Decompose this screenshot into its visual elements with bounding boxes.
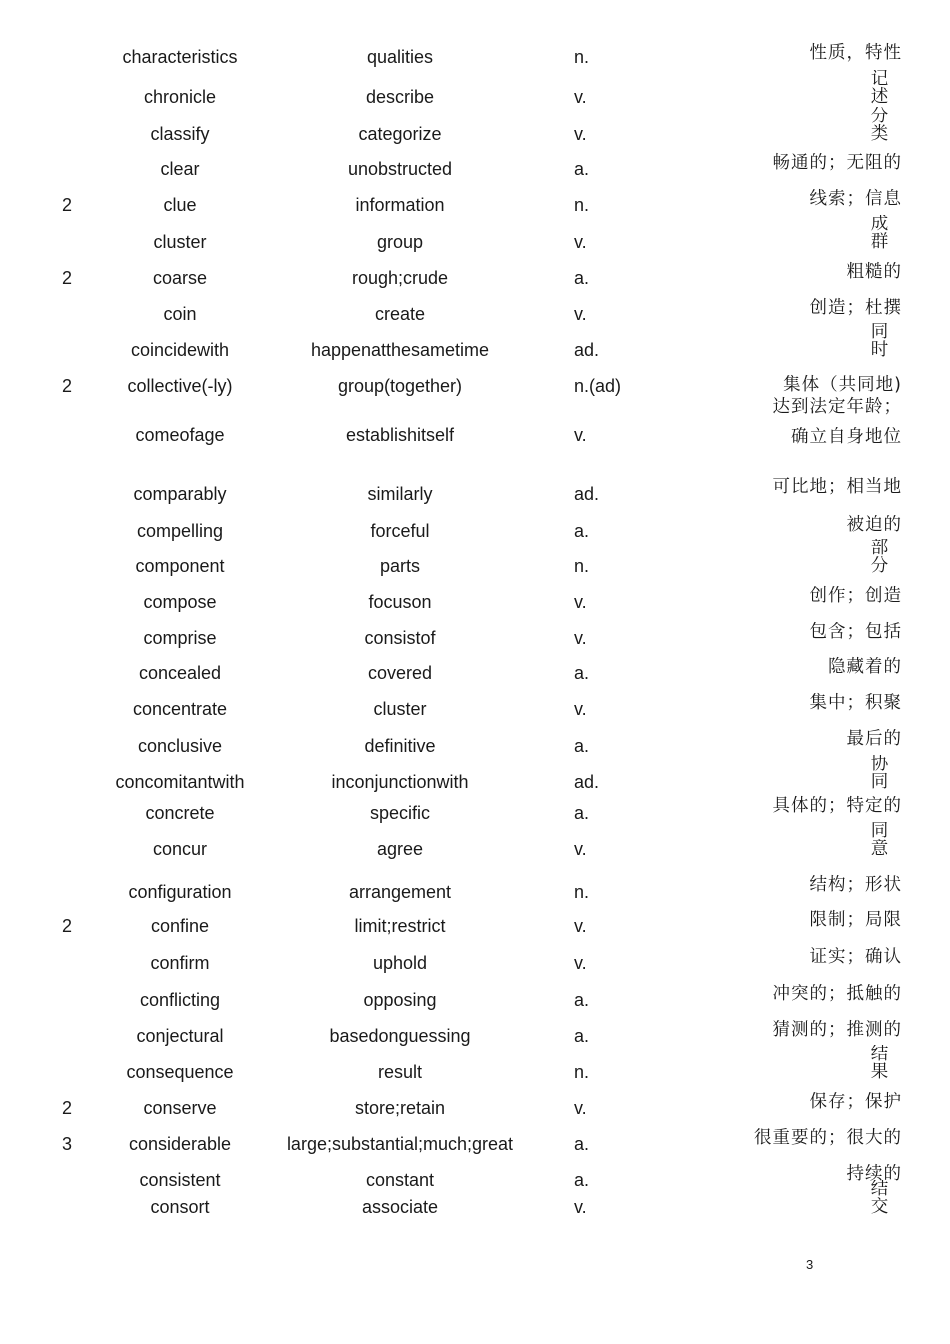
headword: configuration xyxy=(128,882,232,902)
part-of-speech: a. xyxy=(574,663,590,683)
headword: concomitantwith xyxy=(115,772,245,792)
part-of-speech: n. xyxy=(574,47,590,67)
chinese-definition: 保存；保护 xyxy=(809,1092,902,1112)
frequency-mark: 2 xyxy=(62,916,73,936)
chinese-definition: 同意 xyxy=(870,822,890,858)
headword: conclusive xyxy=(137,736,223,756)
headword: conflicting xyxy=(139,990,221,1010)
chinese-definition: 结交 xyxy=(870,1180,890,1216)
headword: considerable xyxy=(128,1134,232,1154)
headword: collective(-ly) xyxy=(127,376,233,396)
part-of-speech: ad. xyxy=(574,484,600,504)
chinese-definition: 成群 xyxy=(870,215,890,251)
synonym: large;substantial;much;great xyxy=(286,1134,514,1154)
part-of-speech: v. xyxy=(574,232,587,252)
headword: clue xyxy=(163,195,197,215)
synonym: basedonguessing xyxy=(329,1026,471,1046)
synonym: forceful xyxy=(370,521,430,541)
synonym: establishitself xyxy=(345,425,455,445)
headword: cluster xyxy=(153,232,207,252)
headword: chronicle xyxy=(143,87,217,107)
part-of-speech: n. xyxy=(574,882,590,902)
part-of-speech: v. xyxy=(574,916,587,936)
synonym: constant xyxy=(365,1170,435,1190)
part-of-speech: a. xyxy=(574,990,590,1010)
headword: classify xyxy=(150,124,210,144)
part-of-speech: v. xyxy=(574,1098,587,1118)
frequency-mark: 2 xyxy=(62,195,73,215)
part-of-speech: v. xyxy=(574,425,587,445)
synonym: information xyxy=(355,195,445,215)
page-number: 3 xyxy=(806,1257,814,1272)
chinese-definition: 协同 xyxy=(870,755,890,791)
part-of-speech: ad. xyxy=(574,772,600,792)
chinese-definition: 结果 xyxy=(870,1045,890,1081)
chinese-definition: 限制；局限 xyxy=(809,910,902,930)
synonym: consistof xyxy=(364,628,436,648)
headword: comeofage xyxy=(135,425,225,445)
part-of-speech: a. xyxy=(574,1170,590,1190)
headword: concentrate xyxy=(132,699,228,719)
headword: compelling xyxy=(136,521,224,541)
headword: clear xyxy=(160,159,200,179)
chinese-definition: 粗糙的 xyxy=(846,262,902,282)
chinese-definition: 猜测的；推测的 xyxy=(772,1020,902,1040)
part-of-speech: v. xyxy=(574,124,587,144)
part-of-speech: v. xyxy=(574,953,587,973)
part-of-speech: a. xyxy=(574,159,590,179)
chinese-definition: 集中；积聚 xyxy=(809,693,902,713)
synonym: unobstructed xyxy=(347,159,453,179)
synonym: rough;crude xyxy=(351,268,449,288)
part-of-speech: n.(ad) xyxy=(574,376,622,396)
part-of-speech: a. xyxy=(574,1134,590,1154)
synonym: specific xyxy=(369,803,431,823)
chinese-definition: 线索；信息 xyxy=(809,189,902,209)
synonym: opposing xyxy=(363,990,437,1010)
headword: component xyxy=(135,556,225,576)
chinese-definition: 同时 xyxy=(870,323,890,359)
chinese-definition: 持续的 xyxy=(846,1164,902,1184)
part-of-speech: a. xyxy=(574,268,590,288)
chinese-definition: 达到法定年龄；确立自身地位 xyxy=(772,397,902,447)
synonym: result xyxy=(377,1062,422,1082)
headword: consistent xyxy=(139,1170,221,1190)
headword: comprise xyxy=(143,628,217,648)
part-of-speech: n. xyxy=(574,556,590,576)
synonym: uphold xyxy=(372,953,428,973)
chinese-definition: 包含；包括 xyxy=(809,622,902,642)
part-of-speech: a. xyxy=(574,521,590,541)
headword: characteristics xyxy=(122,47,238,67)
synonym: covered xyxy=(367,663,433,683)
headword: concur xyxy=(152,839,208,859)
synonym: similarly xyxy=(367,484,433,504)
headword: consort xyxy=(150,1197,210,1217)
chinese-definition: 畅通的；无阻的 xyxy=(772,153,902,173)
chinese-definition: 结构；形状 xyxy=(809,875,902,895)
chinese-definition: 最后的 xyxy=(846,729,902,749)
synonym: cluster xyxy=(373,699,427,719)
headword: consequence xyxy=(126,1062,234,1082)
frequency-mark: 3 xyxy=(62,1134,73,1154)
headword: coarse xyxy=(152,268,208,288)
chinese-definition: 证实；确认 xyxy=(809,947,902,967)
headword: compose xyxy=(143,592,217,612)
synonym: group xyxy=(376,232,424,252)
part-of-speech: v. xyxy=(574,628,587,648)
synonym: create xyxy=(374,304,426,324)
part-of-speech: a. xyxy=(574,1026,590,1046)
synonym: categorize xyxy=(358,124,442,144)
synonym: associate xyxy=(361,1197,439,1217)
part-of-speech: v. xyxy=(574,87,587,107)
synonym: arrangement xyxy=(348,882,452,902)
headword: confine xyxy=(150,916,210,936)
part-of-speech: a. xyxy=(574,803,590,823)
synonym: limit;restrict xyxy=(354,916,446,936)
part-of-speech: v. xyxy=(574,304,587,324)
chinese-definition: 部分 xyxy=(870,539,890,575)
chinese-definition: 创造；杜撰 xyxy=(809,298,902,318)
part-of-speech: v. xyxy=(574,699,587,719)
synonym: store;retain xyxy=(354,1098,446,1118)
part-of-speech: v. xyxy=(574,839,587,859)
headword: concealed xyxy=(138,663,222,683)
part-of-speech: v. xyxy=(574,1197,587,1217)
frequency-mark: 2 xyxy=(62,1098,73,1118)
headword: conjectural xyxy=(136,1026,224,1046)
synonym: happenatthesametime xyxy=(310,340,490,360)
synonym: definitive xyxy=(364,736,436,756)
frequency-mark: 2 xyxy=(62,268,73,288)
synonym: agree xyxy=(376,839,424,859)
part-of-speech: a. xyxy=(574,736,590,756)
synonym: focuson xyxy=(368,592,432,612)
synonym: qualities xyxy=(366,47,434,67)
headword: coincidewith xyxy=(130,340,230,360)
chinese-definition: 分类 xyxy=(870,107,890,143)
headword: conserve xyxy=(143,1098,217,1118)
headword: confirm xyxy=(150,953,210,973)
synonym: inconjunctionwith xyxy=(331,772,469,792)
chinese-definition: 很重要的；很大的 xyxy=(754,1128,902,1148)
chinese-definition: 性质，特性 xyxy=(809,43,902,63)
chinese-definition: 记述 xyxy=(870,70,890,106)
frequency-mark: 2 xyxy=(62,376,73,396)
headword: concrete xyxy=(145,803,215,823)
part-of-speech: n. xyxy=(574,1062,590,1082)
chinese-definition: 创作；创造 xyxy=(809,586,902,606)
part-of-speech: v. xyxy=(574,592,587,612)
synonym: parts xyxy=(379,556,421,576)
chinese-definition: 可比地；相当地 xyxy=(772,477,902,497)
part-of-speech: n. xyxy=(574,195,590,215)
headword: coin xyxy=(163,304,197,324)
chinese-definition: 具体的；特定的 xyxy=(772,796,902,816)
chinese-definition: 被迫的 xyxy=(846,515,902,535)
chinese-definition: 隐藏着的 xyxy=(828,657,902,677)
headword: comparably xyxy=(133,484,227,504)
synonym: group(together) xyxy=(337,376,463,396)
chinese-definition: 集体（共同地) xyxy=(783,375,902,395)
part-of-speech: ad. xyxy=(574,340,600,360)
chinese-definition: 冲突的；抵触的 xyxy=(772,984,902,1004)
synonym: describe xyxy=(365,87,435,107)
